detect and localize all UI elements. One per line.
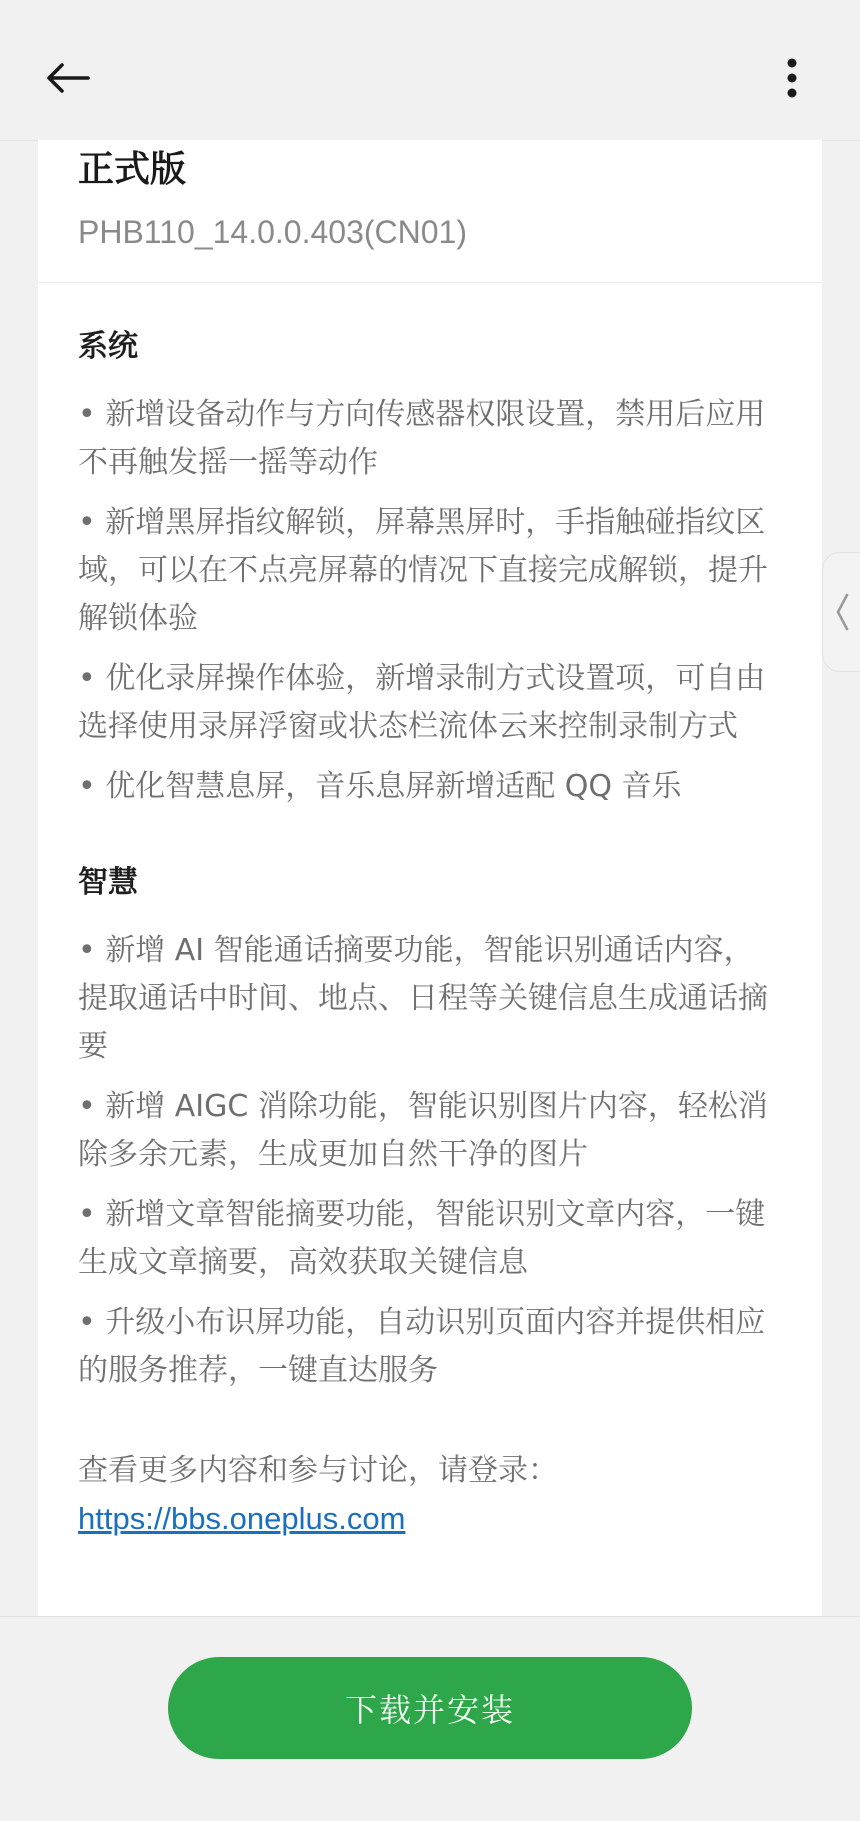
more-options-button[interactable] [754,40,830,116]
top-app-bar [0,0,860,141]
section-system [78,327,782,811]
release-notes-card [38,140,822,1616]
bottom-action-bar [0,1616,860,1821]
side-panel-handle[interactable] [822,552,860,672]
changelog-content [38,283,822,1543]
list-item: • 新增 AI 智能通话摘要功能，智能识别通话内容，提取通话中时间、地点、日程等关键信息生成通话摘要 [78,933,768,1064]
list-item: • 新增文章智能摘要功能，智能识别文章内容，一键生成文章摘要，高效获取关键信息 [78,1197,766,1280]
chevron-left-icon [835,593,849,631]
list-item: • 新增黑屏指纹解锁，屏幕黑屏时，手指触碰指纹区域，可以在不点亮屏幕的情况下直接完成解锁，提升解锁体验 [78,505,768,636]
version-header [38,140,822,283]
back-button[interactable] [30,40,106,116]
forum-link[interactable]: https://bbs.oneplus.com [78,1501,406,1536]
download-install-button[interactable]: 下载并安装 [168,1657,692,1759]
more-vertical-icon [786,58,798,98]
list-item: • 新增设备动作与方向传感器权限设置，禁用后应用不再触发摇一摇等动作 [78,397,766,480]
list-item: • 优化智慧息屏，音乐息屏新增适配 QQ 音乐 [78,769,682,804]
section-title: 智慧 [78,865,138,900]
arrow-left-icon [46,62,90,94]
list-item: • 升级小布识屏功能，自动识别页面内容并提供相应的服务推荐，一键直达服务 [78,1305,766,1388]
version-type-title: 正式版 [78,149,187,190]
list-item: • 优化录屏操作体验，新增录制方式设置项，可自由选择使用录屏浮窗或状态栏流体云来控制录制方式 [78,661,766,744]
login-note: 查看更多内容和参与讨论，请登录： [78,1453,558,1488]
list-item: • 新增 AIGC 消除功能，智能识别图片内容，轻松消除多余元素，生成更加自然干净的图片 [78,1089,768,1172]
section-title: 系统 [78,329,138,364]
section-smart [78,863,782,1395]
version-code: PHB110_14.0.0.403(CN01) [78,214,467,250]
